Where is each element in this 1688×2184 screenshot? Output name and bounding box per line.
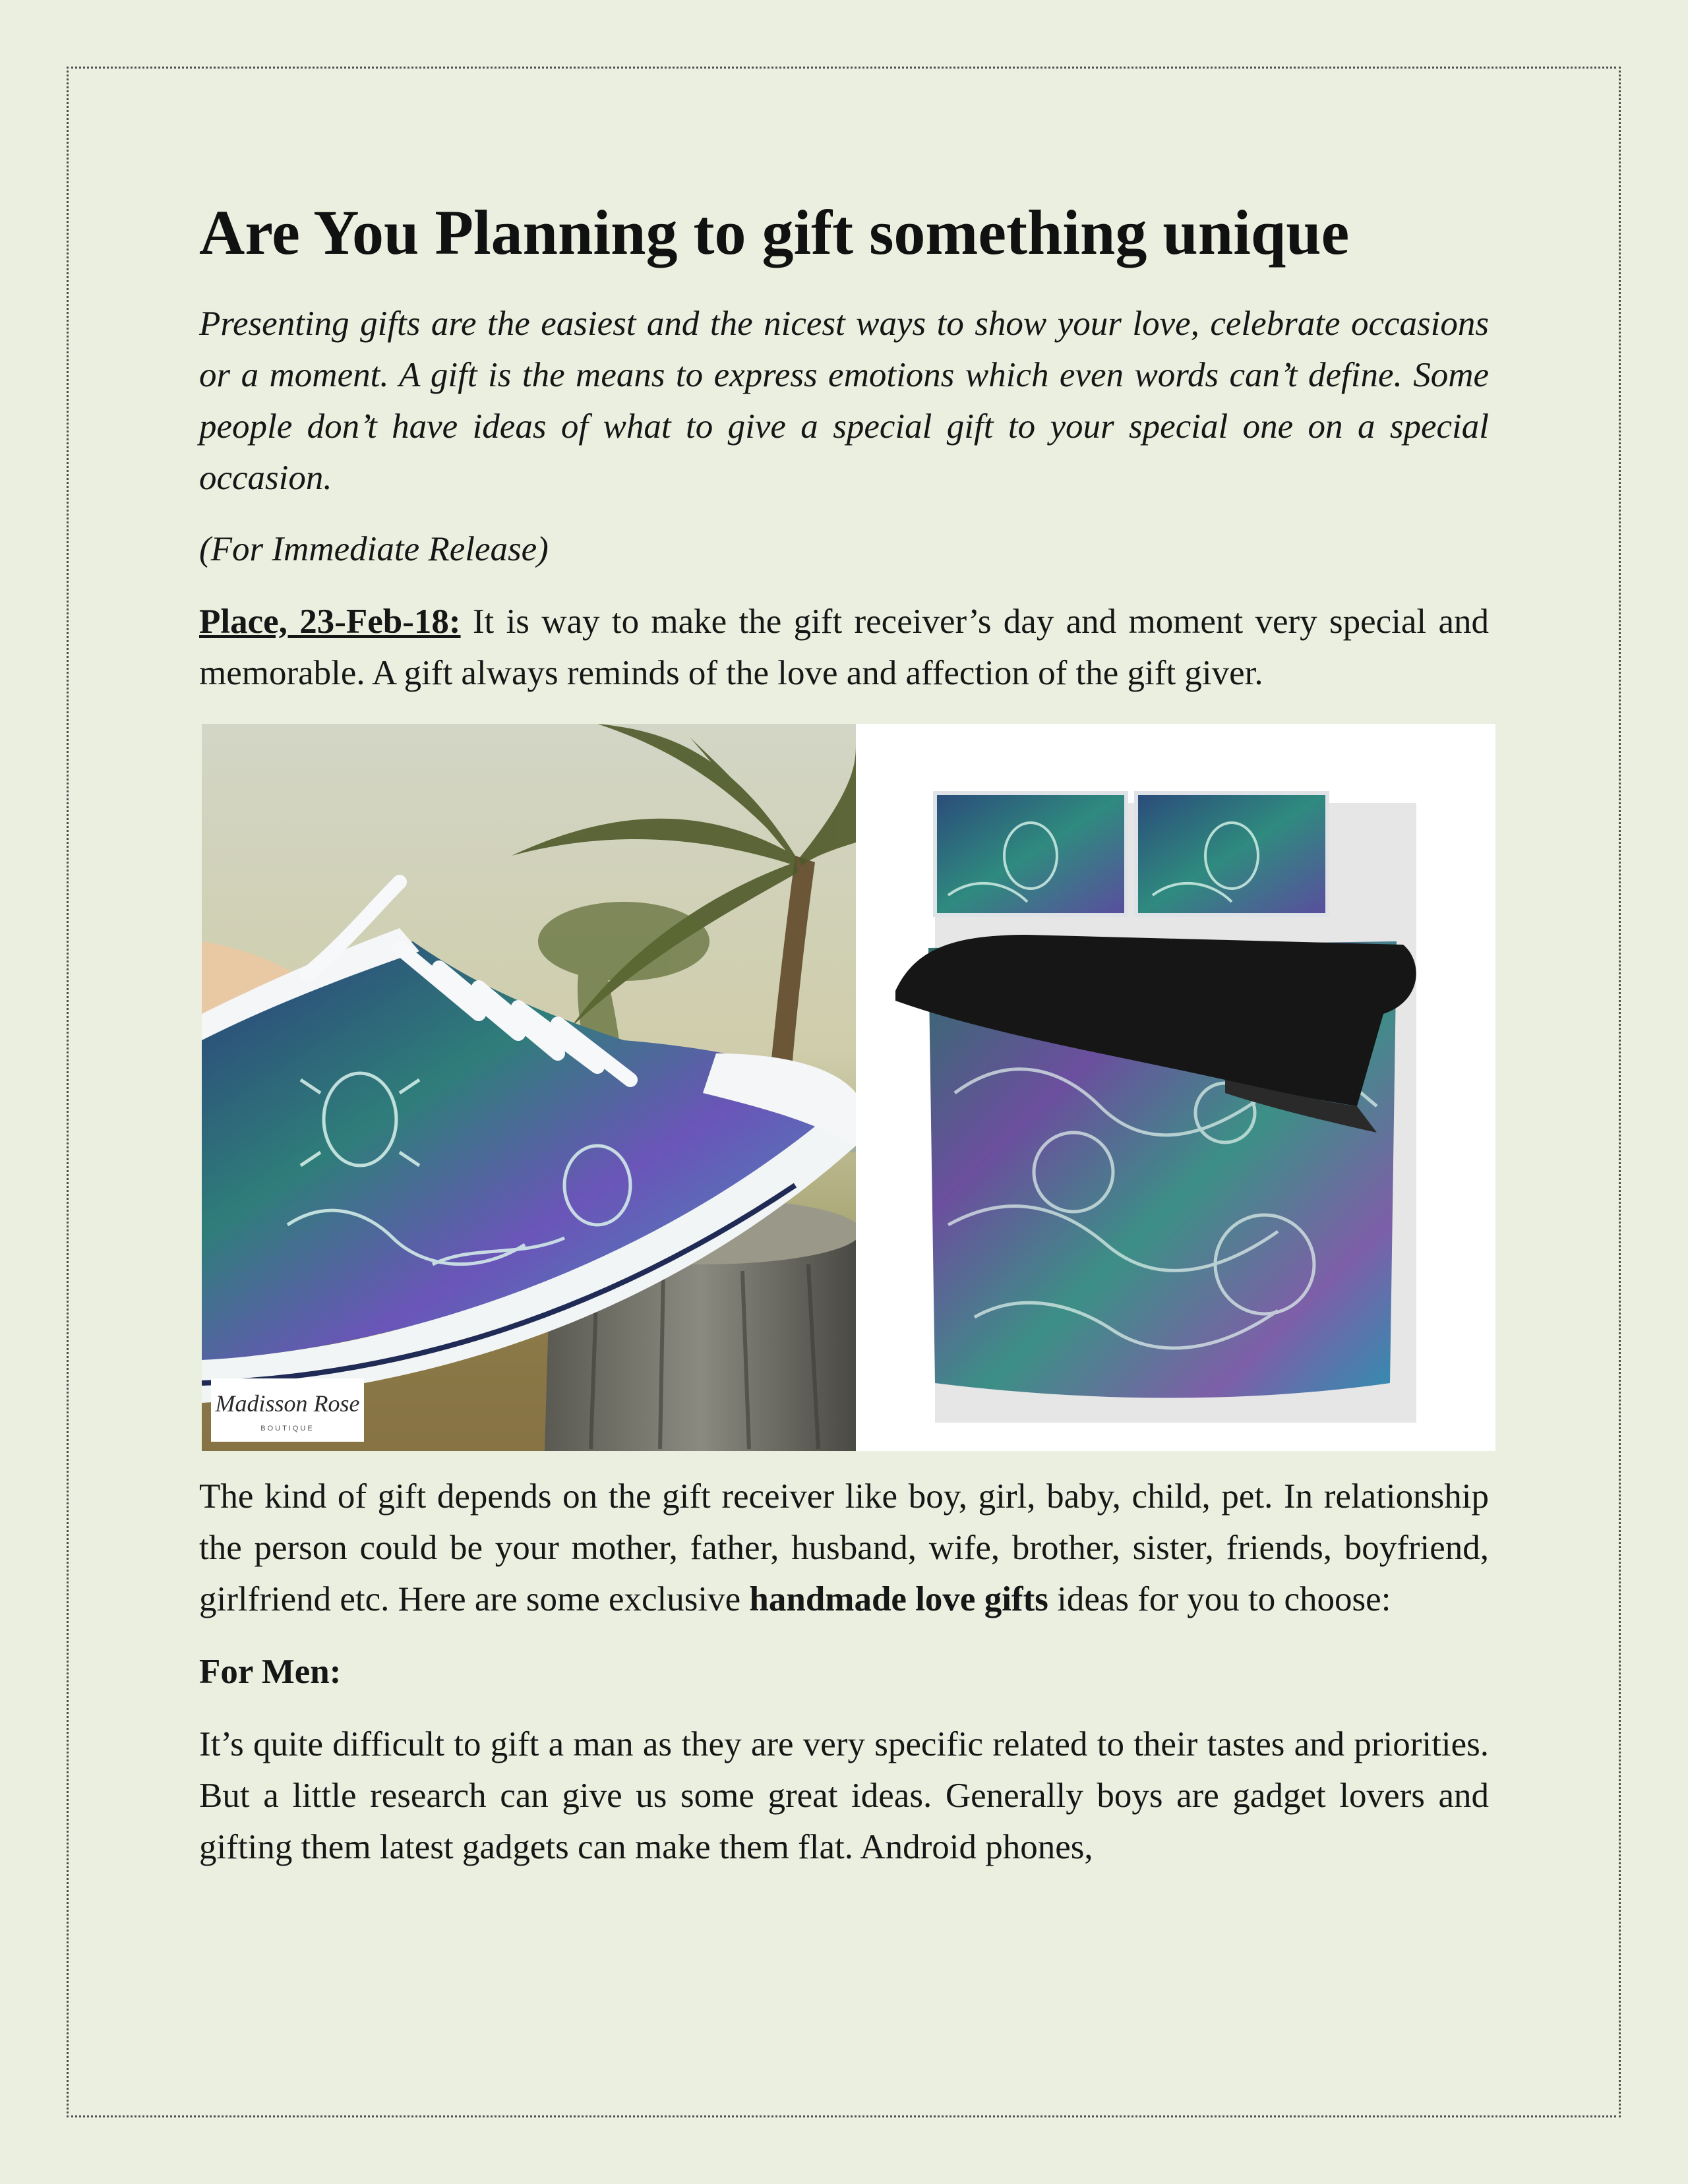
handmade-love-gifts-highlight: handmade love gifts <box>749 1580 1048 1619</box>
page-title: Are You Planning to gift something unique <box>199 197 1350 268</box>
dateline-lead: Place, 23-Feb-18: <box>199 603 461 641</box>
bedding-illustration <box>856 724 1495 1451</box>
sneaker-photo <box>202 724 856 1451</box>
release-note: (For Immediate Release) <box>199 530 549 569</box>
for-men-paragraph: It’s quite difficult to gift a man as they are very specific related to their tastes and priorities. But a little research can give us some great ideas. Generally boys are gadget lovers and gifting them latest gadgets can make them flat. Android phones, <box>199 1725 1489 1867</box>
document-body <box>199 196 1489 1873</box>
gift-ideas-text-before: The kind of gift depends on the gift receiver like boy, girl, baby, child, pet. In relationship the person could be your mother, father, husband, wife, brother, sister, friends, boyfriend, girlfriend etc. Here are some exclusive <box>199 1477 1489 1619</box>
product-photo-figure <box>202 724 1495 1451</box>
dateline-text: It is way to make the gift receiver’s day and moment very special and memorable. A gift always reminds of the love and affection of the gift giver. <box>199 603 1489 693</box>
for-men-heading: For Men: <box>199 1653 342 1692</box>
logo-wordmark: Madisson Rose <box>215 1390 360 1417</box>
sneaker-illustration <box>202 724 856 1451</box>
gift-ideas-paragraph <box>199 1471 1489 1625</box>
intro-paragraph: Presenting gifts are the easiest and the nicest ways to show your love, celebrate occasions or a moment. A gift is the means to express emotions which even words can’t define. Some people don’t have ideas of what to give a special gift to your special one on a special occasion. <box>199 305 1489 498</box>
bedding-photo <box>856 724 1495 1451</box>
logo-subtext: BOUTIQUE <box>260 1425 315 1433</box>
gift-ideas-text-after: ideas for you to choose: <box>1048 1580 1391 1619</box>
dateline-paragraph <box>199 596 1489 699</box>
